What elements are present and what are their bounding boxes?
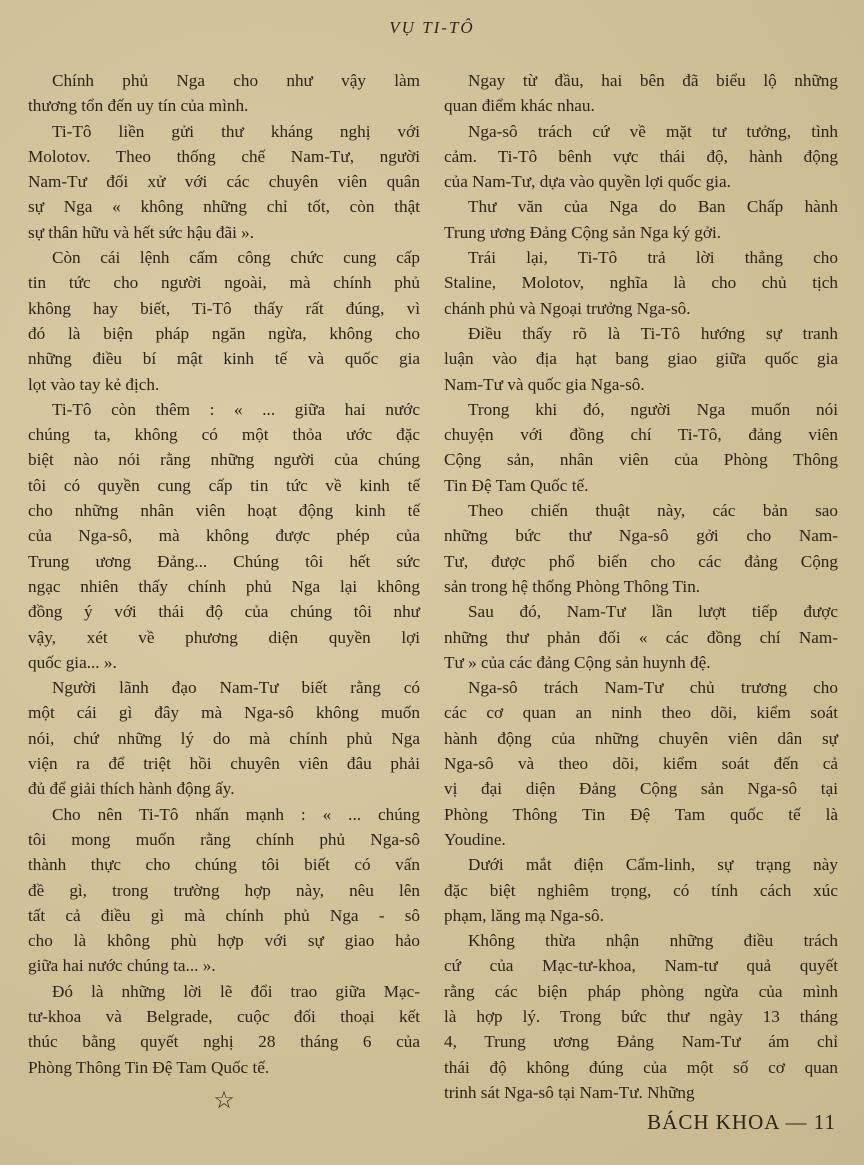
paragraph bbox=[444, 321, 838, 397]
text-line: đủ để giải thích hành động ấy. bbox=[28, 779, 235, 799]
text-line: Tin Đệ Tam Quốc tế. bbox=[444, 475, 589, 495]
paragraph bbox=[444, 68, 838, 119]
text-line: Dưới mắt điện Cẩm-linh, sự trạng này bbox=[468, 855, 838, 875]
text-line: Tư, được phổ biến cho các đảng Cộng bbox=[444, 551, 838, 571]
text-line: viện ra để triệt hồi chuyên viên đâu phải bbox=[28, 754, 420, 774]
text-line: cho những nhân viên hoạt động kinh tế bbox=[28, 501, 420, 521]
text-line: phạm, lăng mạ Nga-sô. bbox=[444, 905, 604, 925]
text-line: thái độ không đúng của một số cơ quan bbox=[444, 1057, 838, 1077]
text-line: Thư văn của Nga do Ban Chấp hành bbox=[468, 197, 838, 217]
text-line: luận vào địa hạt bang giao giữa quốc gia bbox=[444, 349, 838, 369]
paragraph bbox=[28, 68, 420, 119]
text-line: tất cả điều gì mà chính phủ Nga - sô bbox=[28, 905, 420, 925]
text-line: Trong khi đó, người Nga muốn nói bbox=[468, 399, 838, 419]
page-footer: BÁCH KHOA — 11 bbox=[647, 1110, 836, 1134]
text-line: trinh sát Nga-sô tại Nam-Tư. Những bbox=[444, 1082, 695, 1102]
text-line: tin tức cho người ngoài, mà chính phủ bbox=[28, 273, 420, 293]
text-line: Điều thấy rõ là Ti-Tô hướng sự tranh bbox=[468, 323, 838, 343]
text-line: tôi có quyền cung cấp tin tức về kinh tế bbox=[28, 475, 420, 495]
text-line: sự Nga « không những chỉ tốt, còn thật bbox=[28, 197, 420, 217]
text-line: Youdine. bbox=[444, 829, 506, 849]
paragraph bbox=[28, 397, 420, 675]
text-line: Nam-Tư và quốc gia Nga-sô. bbox=[444, 374, 645, 394]
text-line: một cái gì đây mà Nga-sô không muốn bbox=[28, 703, 420, 723]
text-line: Molotov. Theo thống chế Nam-Tư, người bbox=[28, 146, 420, 166]
paragraph bbox=[28, 675, 420, 801]
paragraph bbox=[444, 675, 838, 852]
paragraph bbox=[444, 498, 838, 599]
text-line: cứ của Mạc-tư-khoa, Nam-tư quả quyết bbox=[444, 956, 838, 976]
text-line: cho là không phù hợp với sự giao hảo bbox=[28, 931, 420, 951]
text-line: vậy, xét về phương diện quyền lợi bbox=[28, 627, 420, 647]
text-line: Chính phủ Nga cho như vậy làm bbox=[52, 71, 420, 90]
paragraph bbox=[444, 852, 838, 928]
text-line: tôi mong muốn rằng chính phủ Nga-sô bbox=[28, 829, 420, 849]
text-line: các cơ quan an ninh theo dõi, kiểm soát bbox=[444, 703, 838, 723]
text-line: Nam-Tư đối xử với các chuyên viên quân bbox=[28, 172, 420, 192]
text-line: thành thực cho chúng tôi biết có vấn bbox=[28, 855, 420, 875]
text-line: là hợp lý. Trong bức thư ngày 13 tháng bbox=[444, 1006, 838, 1026]
text-line: vị đại diện Đảng Cộng sản Nga-sô tại bbox=[444, 779, 838, 799]
paragraph bbox=[444, 928, 838, 1105]
text-line: Phòng Thông Tin Đệ Tam Quốc tế. bbox=[28, 1057, 270, 1077]
text-line: những thư phản đối « các đồng chí Nam- bbox=[444, 627, 838, 647]
paragraph bbox=[444, 194, 838, 245]
text-line: Trái lại, Ti-Tô trả lời thẳng cho bbox=[468, 248, 838, 268]
text-line: thúc bằng quyết nghị 28 tháng 6 của bbox=[28, 1032, 420, 1052]
text-line: những bức thư Nga-sô gởi cho Nam- bbox=[444, 526, 838, 546]
text-line: Nga-sô và theo dõi, kiểm soát đến cả bbox=[444, 754, 838, 774]
right-column bbox=[444, 68, 838, 1105]
text-line: biệt nào nói rằng những người của chúng bbox=[28, 450, 420, 470]
left-column bbox=[28, 68, 420, 1116]
text-line: đặc biệt nghiêm trọng, có tính cách xúc bbox=[444, 880, 838, 900]
text-line: chuyện với đồng chí Ti-Tô, đảng viên bbox=[444, 425, 838, 445]
text-line: hành động của những chuyên viên dân sự bbox=[444, 728, 838, 748]
text-line: quan điểm khác nhau. bbox=[444, 96, 595, 116]
text-line: Trung ương Đảng... Chúng tôi hết sức bbox=[28, 551, 420, 571]
text-line: của Nam-Tư, dựa vào quyền lợi quốc gia. bbox=[444, 172, 731, 192]
text-line: Người lãnh đạo Nam-Tư biết rằng có bbox=[52, 678, 420, 698]
text-line: Theo chiến thuật này, các bản sao bbox=[468, 501, 838, 521]
text-line: Sau đó, Nam-Tư lần lượt tiếp được bbox=[468, 602, 838, 622]
paragraph bbox=[444, 397, 838, 498]
text-line: Cộng sản, nhân viên của Phòng Thông bbox=[444, 450, 838, 470]
text-line: Phòng Thông Tin Đệ Tam quốc tế là bbox=[444, 804, 838, 824]
text-line: Nga-sô trách cứ về mặt tư tưởng, tình bbox=[468, 121, 838, 141]
text-line: quốc gia... ». bbox=[28, 652, 117, 672]
text-line: rằng các biện pháp phòng ngừa của mình bbox=[444, 981, 838, 1001]
text-line: Nga-sô trách Nam-Tư chủ trương cho bbox=[468, 678, 838, 698]
text-line: Ti-Tô còn thêm : « ... giữa hai nước bbox=[52, 399, 420, 419]
text-line: tư-khoa và Belgrade, cuộc đối thoại kết bbox=[28, 1006, 420, 1026]
text-line: Đó là những lời lẽ đổi trao giữa Mạc- bbox=[52, 981, 420, 1001]
text-line: đó là biện pháp ngăn ngừa, không cho bbox=[28, 323, 420, 343]
text-line: cảm. Ti-Tô bênh vực thái độ, hành động bbox=[444, 146, 838, 166]
paragraph bbox=[444, 599, 838, 675]
text-line: ngạc nhiên thấy chính phủ Nga lại không bbox=[28, 576, 420, 596]
paragraph bbox=[28, 119, 420, 245]
text-line: chúng ta, không có một thỏa ước đặc bbox=[28, 425, 420, 445]
text-line: Cho nên Ti-Tô nhấn mạnh : « ... chúng bbox=[52, 804, 420, 824]
text-line: sự thân hữu và hết sức hậu đãi ». bbox=[28, 222, 255, 242]
paragraph bbox=[444, 245, 838, 321]
paragraph bbox=[444, 119, 838, 195]
paragraph bbox=[28, 802, 420, 979]
text-line: Staline, Molotov, nghĩa là cho chủ tịch bbox=[444, 273, 838, 293]
text-line: chánh phủ và Ngoại trưởng Nga-sô. bbox=[444, 298, 691, 318]
text-line: Trung ương Đảng Cộng sản Nga ký gởi. bbox=[444, 222, 722, 242]
text-line: của Nga-sô, mà không được phép của bbox=[28, 526, 420, 546]
text-line: đề gì, trong trường hợp này, nêu lên bbox=[28, 880, 420, 900]
running-title: VỤ TI-TÔ bbox=[389, 18, 475, 37]
text-line: Ngay từ đầu, hai bên đã biểu lộ những bbox=[468, 71, 838, 90]
paragraph bbox=[28, 979, 420, 1080]
text-line: không hay biết, Ti-Tô thấy rất đúng, vì bbox=[28, 298, 420, 318]
text-line: Còn cái lệnh cấm công chức cung cấp bbox=[52, 248, 420, 268]
text-line: Ti-Tô liền gửi thư kháng nghị với bbox=[52, 121, 420, 141]
text-line: 4, Trung ương Đảng Nam-Tư ám chỉ bbox=[444, 1032, 838, 1052]
text-line: giữa hai nước chúng ta... ». bbox=[28, 956, 216, 976]
text-line: sản trong hệ thống Phòng Thông Tin. bbox=[444, 576, 701, 596]
text-line: những điều bí mật kinh tế và quốc gia bbox=[28, 349, 420, 369]
text-line: Tư » của các đảng Cộng sản huynh đệ. bbox=[444, 652, 711, 672]
text-line: thương tổn đến uy tín của mình. bbox=[28, 96, 249, 116]
text-line: Không thừa nhận những điều trách bbox=[468, 931, 838, 951]
star-icon: ☆ bbox=[213, 1087, 235, 1114]
text-line: đồng ý với thái độ của chúng tôi như bbox=[28, 602, 420, 622]
text-line: lọt vào tay kẻ địch. bbox=[28, 374, 160, 394]
paragraph bbox=[28, 245, 420, 397]
text-line: nói, chứ những lý do mà chính phủ Nga bbox=[28, 728, 420, 748]
